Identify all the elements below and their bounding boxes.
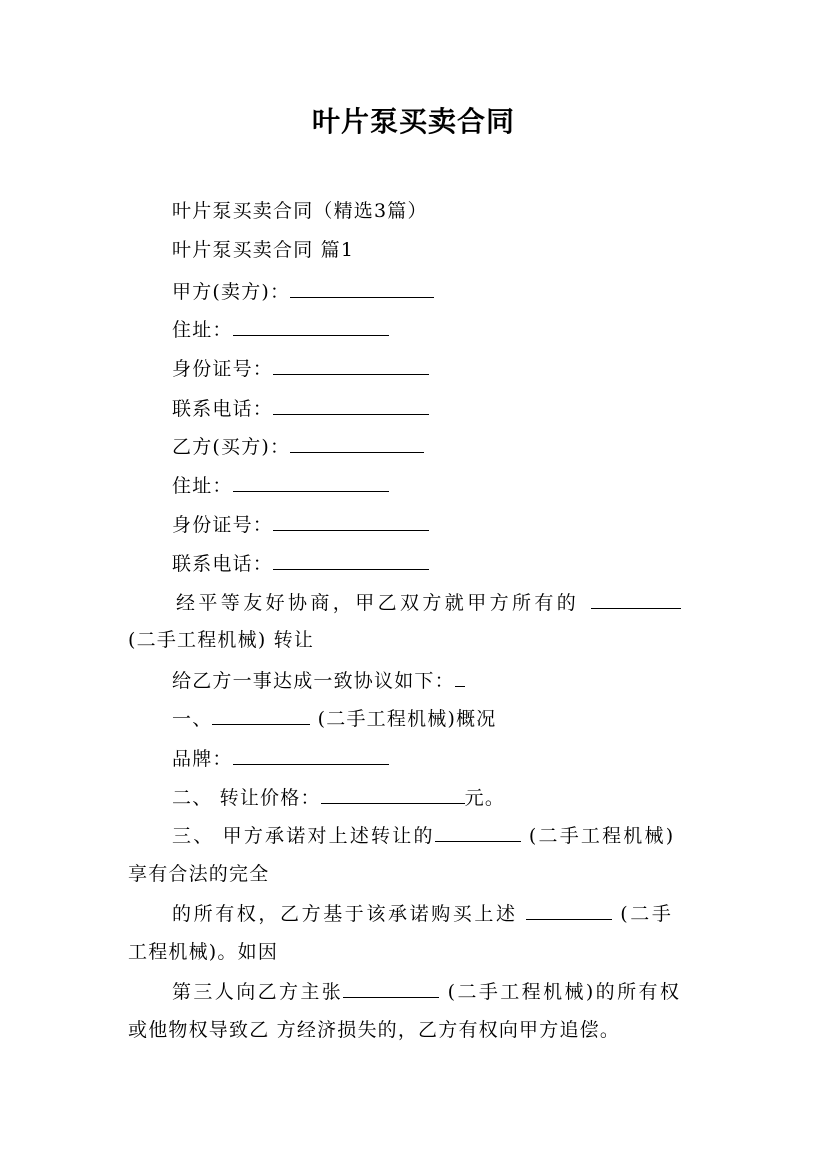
subtitle-line bbox=[172, 199, 428, 223]
party-b-address-line bbox=[172, 473, 389, 498]
agreement-line-1 bbox=[176, 590, 681, 615]
agreement-text-2: (二手工程机械) 转让 bbox=[128, 629, 315, 651]
party-a-address-label: 住址： bbox=[172, 319, 233, 341]
clause-3-text-5: (二手 bbox=[620, 903, 674, 925]
party-a-blank bbox=[290, 279, 434, 298]
party-a-phone-label: 联系电话： bbox=[172, 398, 274, 420]
clause-3-line-6 bbox=[128, 1018, 620, 1042]
clause-1-text: (二手工程机械)概况 bbox=[317, 708, 497, 730]
clause-3-text-9: 或他物权导致乙 方经济损失的，乙方有权向甲方追偿。 bbox=[128, 1019, 621, 1041]
party-b-id-line bbox=[172, 512, 429, 537]
party-b-id-label: 身份证号： bbox=[172, 514, 274, 536]
brand-label: 品牌： bbox=[172, 748, 233, 770]
brand-line bbox=[172, 746, 389, 771]
clause-3-text-4: 的所有权，乙方基于该承诺购买上述 bbox=[172, 903, 518, 925]
clause-3-text-6: 工程机械)。如因 bbox=[128, 941, 279, 963]
party-b-id-blank bbox=[273, 512, 429, 531]
document-title: 叶片泵买卖合同 bbox=[311, 105, 515, 138]
party-a-id-blank bbox=[273, 356, 429, 375]
clause-3-line-4 bbox=[128, 940, 278, 964]
machine-blank-3 bbox=[526, 901, 612, 920]
party-a-address-line bbox=[172, 317, 389, 342]
machine-blank-1 bbox=[591, 590, 681, 609]
party-b-address-blank bbox=[233, 473, 389, 492]
section-heading bbox=[172, 238, 354, 262]
party-b-phone-blank bbox=[273, 551, 429, 570]
clause-3-text-3: 享有合法的完全 bbox=[128, 863, 270, 885]
party-b-line bbox=[172, 434, 424, 459]
party-a-id-label: 身份证号： bbox=[172, 358, 274, 380]
agreement-text-1: 经平等友好协商，甲乙双方就甲方所有的 bbox=[176, 592, 580, 614]
party-b-blank bbox=[290, 434, 424, 453]
clause-3-line-2 bbox=[128, 862, 269, 886]
clause-3-line-5 bbox=[172, 979, 681, 1004]
machine-blank-2 bbox=[435, 823, 521, 842]
clause-3-line-1 bbox=[172, 823, 675, 848]
clause-3-text-8: (二手工程机械)的所有权 bbox=[447, 981, 682, 1003]
party-a-label: 甲方(卖方)： bbox=[172, 281, 291, 303]
clause-3-text-2: (二手工程机械) bbox=[528, 825, 676, 847]
section-heading-text: 叶片泵买卖合同 篇1 bbox=[172, 239, 355, 261]
clause-2-label: 二、 转让价格： bbox=[172, 787, 321, 809]
clause-3-text-1: 三、 甲方承诺对上述转让的 bbox=[172, 825, 435, 847]
party-a-address-blank bbox=[233, 317, 389, 336]
party-a-phone-blank bbox=[273, 396, 429, 415]
party-b-phone-label: 联系电话： bbox=[172, 553, 274, 575]
clause-3-line-3 bbox=[172, 901, 673, 926]
agreement-blank bbox=[455, 668, 465, 687]
clause-1-line bbox=[172, 706, 496, 731]
party-b-phone-line bbox=[172, 551, 429, 576]
party-a-id-line bbox=[172, 356, 429, 381]
party-b-address-label: 住址： bbox=[172, 475, 233, 497]
subtitle-text: 叶片泵买卖合同（精选3篇） bbox=[172, 200, 428, 222]
agreement-line-3 bbox=[172, 668, 465, 693]
party-a-phone-line bbox=[172, 396, 429, 421]
agreement-line-2 bbox=[128, 628, 314, 652]
clause-1-number: 一、 bbox=[172, 708, 213, 730]
clause-1-blank bbox=[212, 706, 310, 725]
party-a-line bbox=[172, 279, 434, 304]
clause-2-line bbox=[172, 785, 505, 810]
agreement-text-3: 给乙方一事达成一致协议如下： bbox=[172, 670, 455, 692]
brand-blank bbox=[233, 746, 389, 765]
price-blank bbox=[321, 785, 465, 804]
party-b-label: 乙方(买方)： bbox=[172, 436, 291, 458]
clause-3-text-7: 第三人向乙方主张 bbox=[172, 981, 344, 1003]
price-unit: 元。 bbox=[464, 787, 506, 809]
machine-blank-4 bbox=[343, 979, 439, 998]
